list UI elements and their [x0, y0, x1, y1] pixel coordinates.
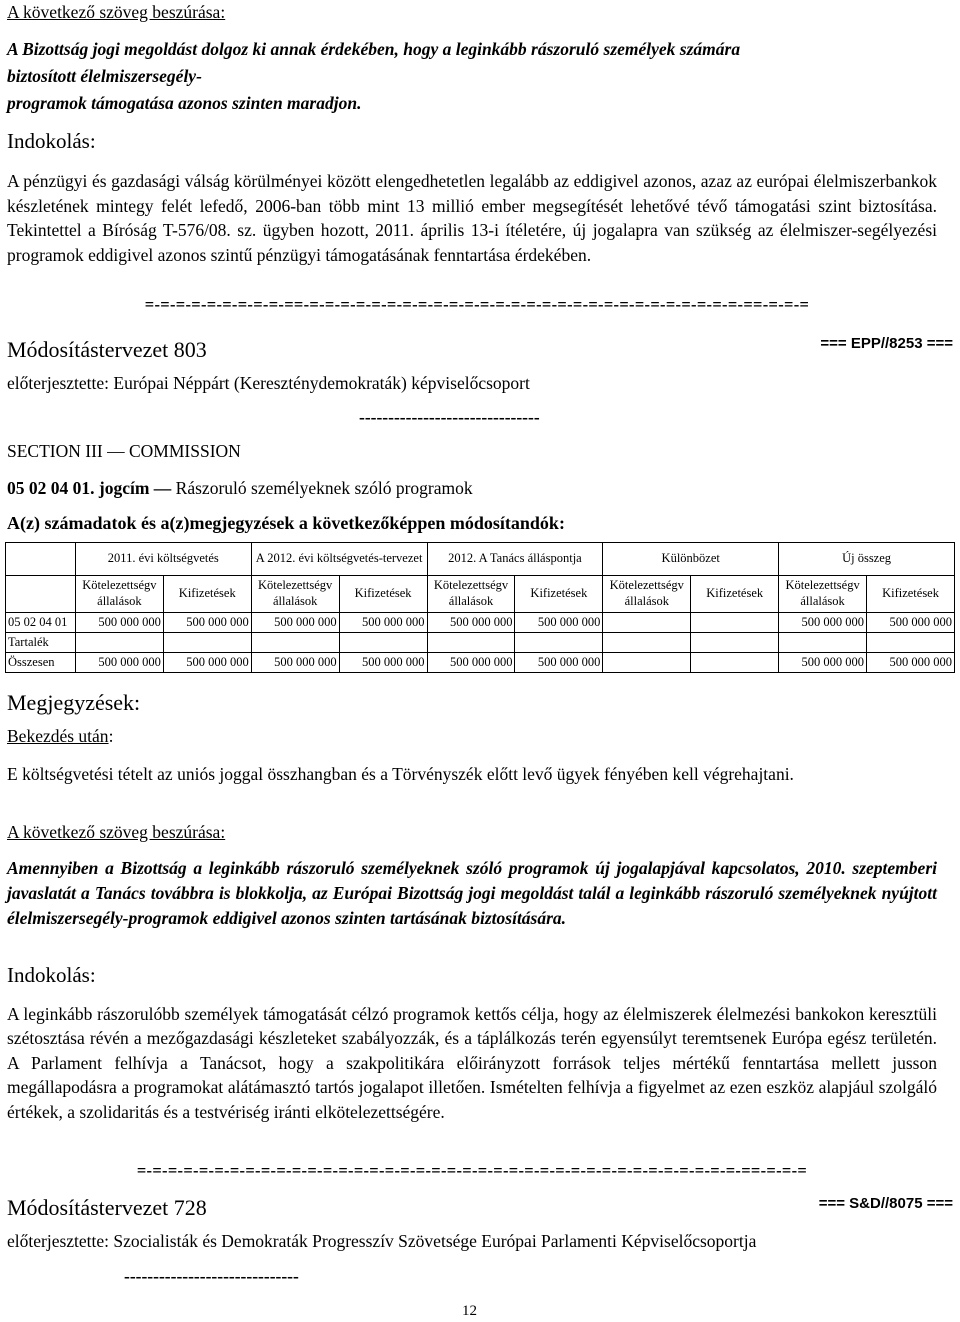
table-cell: 500 000 000 — [867, 653, 955, 673]
table-cell — [779, 633, 867, 653]
table-subheader: Kötelezettségv állalások — [603, 576, 691, 613]
table-subheader: Kifizetések — [515, 576, 603, 613]
table-group-header: Különbözet — [603, 543, 779, 576]
table-cell: 500 000 000 — [779, 653, 867, 673]
table-subheader: Kifizetések — [339, 576, 427, 613]
dash-line: ------------------------------- — [359, 407, 540, 427]
table-cell: 500 000 000 — [339, 653, 427, 673]
notes-text: E költségvetési tételt az uniós joggal összhangban és a Törvényszék előtt levő ügyek fényében kell végrehajtani. — [7, 764, 794, 784]
insert-label-2: A következő szöveg beszúrása: — [7, 822, 226, 842]
budget-table — [5, 542, 955, 673]
table-cell — [603, 613, 691, 633]
table-cell: 500 000 000 — [75, 613, 163, 633]
budget-line-code: 05 02 04 01. — [7, 478, 95, 498]
amendment-code: === S&D//8075 === — [818, 1195, 953, 1212]
table-header-empty — [6, 543, 76, 576]
table-row — [6, 633, 955, 653]
table-subheader: Kifizetések — [691, 576, 779, 613]
table-header-row — [6, 543, 955, 576]
insert-text-line: biztosított élelmiszersegély- — [7, 66, 202, 86]
table-cell — [427, 633, 515, 653]
after-paragraph: Bekezdés után — [7, 726, 109, 746]
table-cell: 500 000 000 — [427, 653, 515, 673]
table-cell: 500 000 000 — [779, 613, 867, 633]
table-header-empty — [6, 576, 76, 613]
amendment-title: Módosítástervezet 803 — [7, 337, 207, 362]
table-cell: 500 000 000 — [251, 613, 339, 633]
submitted-by: előterjesztette: Szocialisták és Demokraták Progresszív Szövetsége Európai Parlamenti Képviselőcsoportja — [7, 1231, 757, 1251]
indoklas-heading-2: Indokolás: — [7, 963, 96, 987]
table-row-label: Tartalék — [6, 633, 76, 653]
insert-text-2: Amennyiben a Bizottság a leginkább rászoruló személyeknek szóló programok új jogalapjával kapcsolatos, 2010. szeptemberi javaslatát a Tanács továbbra is blokkolja, az Európai Bizottság jogi megoldást talál a leginkább rászoruló személyeknek nyújtott élelmiszersegély-programok eddigivel azonos szinten tartásának biztosítására. — [7, 858, 937, 928]
table-subheader: Kötelezettségv állalások — [75, 576, 163, 613]
insert-text-1 — [7, 36, 953, 117]
insert-text-line: A Bizottság jogi megoldást dolgoz ki annak érdekében, hogy a leginkább rászoruló személyek számára — [7, 39, 741, 59]
table-cell: 500 000 000 — [251, 653, 339, 673]
table-cell — [339, 633, 427, 653]
table-cell — [867, 633, 955, 653]
table-subheader: Kötelezettségv állalások — [779, 576, 867, 613]
table-group-header: Új összeg — [779, 543, 955, 576]
budget-line — [7, 477, 473, 500]
table-cell — [691, 613, 779, 633]
budget-line-jogcim: jogcím — [98, 478, 150, 498]
table-subheader-row — [6, 576, 955, 613]
table-cell: 500 000 000 — [339, 613, 427, 633]
table-cell — [251, 633, 339, 653]
notes-heading: Megjegyzések: — [7, 690, 141, 715]
table-cell: 500 000 000 — [515, 613, 603, 633]
submitted-by: előterjesztette: Európai Néppárt (Kereszténydemokraták) képviselőcsoport — [7, 373, 530, 393]
table-group-header: 2011. évi költségvetés — [75, 543, 251, 576]
table-row — [6, 653, 955, 673]
table-row-label: 05 02 04 01 — [6, 613, 76, 633]
table-cell — [515, 633, 603, 653]
budget-table-wrap — [7, 542, 955, 673]
page-number: 12 — [462, 1303, 477, 1319]
table-group-header: 2012. A Tanács álláspontja — [427, 543, 603, 576]
insert-text-line: programok támogatása azonos szinten maradjon. — [7, 93, 362, 113]
amendment-code: === EPP//8253 === — [820, 335, 953, 352]
table-subheader: Kifizetések — [163, 576, 251, 613]
amendment-title: Módosítástervezet 728 — [7, 1195, 207, 1220]
table-cell — [75, 633, 163, 653]
indoklas-text-1: A pénzügyi és gazdasági válság körülményei között elengedhetetlen legalább az eddigivel azonos, azaz az európai élelmiszerbankok készletének mintegy felét lefedő, 2006-ban több mint 13 millió ember megsegítését lehetővé tévő támogatási szint biztosítása. Tekintettel a Bíróság T-576/08. sz. ügyben hozott, 2011. április 13-i ítéletére, új jogalapra van szükség az élelmiszer-segélyezési programok eddigivel azonos szintű pénzügyi támogatásának fenntartása érdekében. — [7, 171, 937, 265]
after-paragraph-colon: : — [108, 726, 114, 746]
table-cell: 500 000 000 — [867, 613, 955, 633]
table-group-header: A 2012. évi költségvetés-tervezet — [251, 543, 427, 576]
table-cell — [691, 633, 779, 653]
indoklas-text-2: A leginkább rászorulóbb személyek támogatását célzó programok kettős célja, hogy az élelmiszerek élelmezési bankokon keresztüli szétosztása révén a mezőgazdasági készleteket szabályozzák, és a táplálkozás terén egyensúlyt teremtsenek Európa egész területén. A Parlament felhívja a Tanácsot, hogy a szakpolitikára előirányzott források teljes mértékű fenntartása mellett jusson megállapodásra a programokat alátámasztó tartós jogalapot illetően. Ismételten felhívja a figyelmet az ezen eszköz alapjául szolgáló értékek, a szolidaritás és a testvériség iránti elkötelezettségére. — [7, 1004, 937, 1122]
separator: =-=-=-=-=-=-=-=-=-==-=-=-=-=-=-=-=-=-=-=-=-=-=-=-=-=-=-=-=-=-=-=-=-=-=-=-=-=-==-=-=-= — [144, 295, 810, 314]
table-cell — [603, 633, 691, 653]
table-row-label: Összesen — [6, 653, 76, 673]
table-subheader: Kötelezettségv állalások — [427, 576, 515, 613]
table-cell: 500 000 000 — [163, 653, 251, 673]
budget-line-dash: — — [153, 478, 172, 498]
table-row — [6, 613, 955, 633]
modify-heading: A(z) számadatok és a(z)megjegyzések a következőképpen módosítandók: — [7, 513, 565, 533]
table-subheader: Kötelezettségv állalások — [251, 576, 339, 613]
insert-label-1: A következő szöveg beszúrása: — [7, 2, 226, 22]
separator: =-=-=-=-=-=-=-=-=-=-=-=-=-=-=-=-=-=-=-=-=-=-=-=-=-=-=-=-=-=-=-=-=-=-=-=-=-=-=-==-=-=-= — [136, 1161, 808, 1180]
budget-line-name: Rászoruló személyeknek szóló programok — [175, 478, 473, 498]
table-cell: 500 000 000 — [515, 653, 603, 673]
table-cell: 500 000 000 — [427, 613, 515, 633]
dash-line: ------------------------------ — [124, 1266, 299, 1286]
table-subheader: Kifizetések — [867, 576, 955, 613]
section-title: SECTION III — COMMISSION — [7, 441, 241, 461]
table-cell — [163, 633, 251, 653]
table-cell — [603, 653, 691, 673]
table-cell: 500 000 000 — [163, 613, 251, 633]
after-paragraph-label — [7, 725, 113, 748]
table-cell: 500 000 000 — [75, 653, 163, 673]
table-cell — [691, 653, 779, 673]
indoklas-heading-1: Indokolás: — [7, 129, 96, 153]
